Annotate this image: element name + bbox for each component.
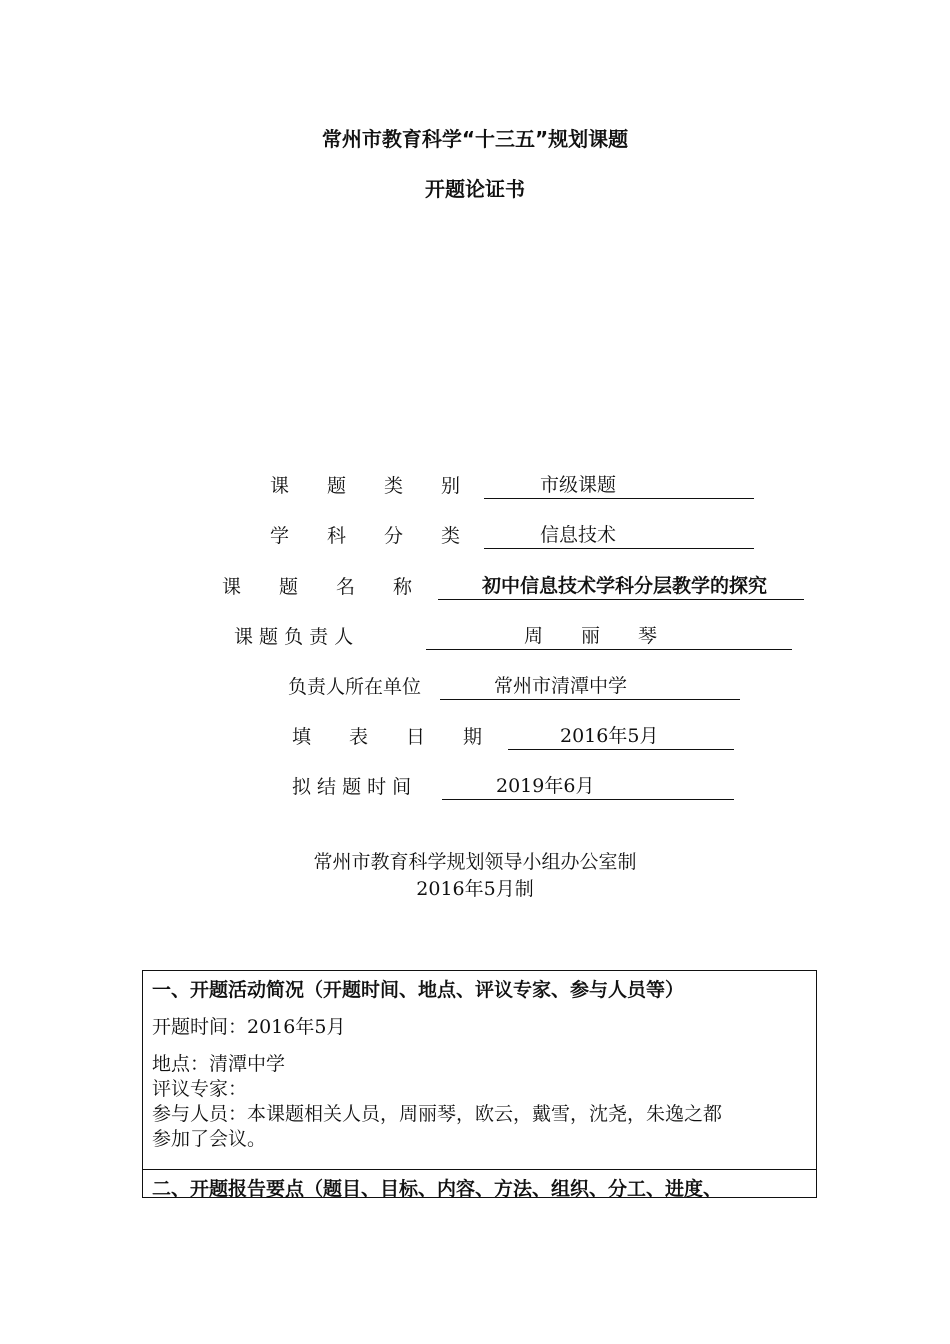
document-subtitle: 开题论证书 bbox=[425, 177, 525, 201]
field-value: 2016年5月 bbox=[560, 725, 659, 747]
issuer-line: 常州市教育科学规划领导小组办公室制 bbox=[313, 851, 637, 873]
review-experts: 评议专家： bbox=[152, 1078, 248, 1100]
field-label: 课 题 负 责 人 bbox=[234, 626, 354, 648]
field-value-line bbox=[508, 723, 734, 750]
field-value: 常州市清潭中学 bbox=[494, 675, 628, 697]
field-value-line bbox=[438, 573, 804, 600]
section2-heading: 二、开题报告要点（题目、目标、内容、方法、组织、分工、进度、 bbox=[152, 1178, 723, 1200]
field-value-line bbox=[442, 773, 734, 800]
field-label: 填 表 日 期 bbox=[292, 726, 483, 748]
field-row-topic-name bbox=[222, 573, 812, 601]
field-label: 学 科 分 类 bbox=[270, 525, 461, 547]
field-row-end-date bbox=[292, 773, 742, 801]
opening-place: 地点：清潭中学 bbox=[152, 1053, 286, 1075]
field-row-subject bbox=[270, 522, 760, 550]
opening-report-table bbox=[142, 970, 817, 1198]
field-value-line bbox=[440, 673, 740, 700]
document-title: 常州市教育科学“十三五”规划课题 bbox=[321, 127, 629, 151]
field-label: 拟 结 题 时 间 bbox=[292, 776, 412, 798]
field-value: 市级课题 bbox=[540, 474, 617, 496]
field-value: 2019年6月 bbox=[496, 775, 595, 797]
field-row-category bbox=[270, 472, 760, 500]
participants-line-1: 参与人员：本课题相关人员，周丽琴，欧云，戴雪，沈尧，朱逸之都 bbox=[152, 1103, 723, 1125]
field-label: 课 题 名 称 bbox=[222, 576, 413, 598]
field-row-fill-date bbox=[292, 723, 742, 751]
field-label: 课 题 类 别 bbox=[270, 475, 461, 497]
section1-heading: 一、开题活动简况（开题时间、地点、评议专家、参与人员等） bbox=[152, 979, 685, 1001]
table-row-divider bbox=[143, 1169, 816, 1170]
field-row-unit bbox=[288, 673, 748, 701]
field-value: 周 丽 琴 bbox=[524, 625, 658, 647]
field-label: 负责人所在单位 bbox=[288, 676, 422, 698]
opening-time: 开题时间：2016年5月 bbox=[152, 1016, 346, 1038]
field-value-line bbox=[484, 522, 754, 549]
participants-line-2: 参加了会议。 bbox=[152, 1128, 267, 1150]
field-value: 初中信息技术学科分层教学的探究 bbox=[482, 575, 768, 597]
field-value: 信息技术 bbox=[540, 524, 617, 546]
field-value-line bbox=[426, 623, 792, 650]
issue-date: 2016年5月制 bbox=[416, 878, 534, 900]
field-row-leader bbox=[234, 623, 804, 651]
field-value-line bbox=[484, 472, 754, 499]
